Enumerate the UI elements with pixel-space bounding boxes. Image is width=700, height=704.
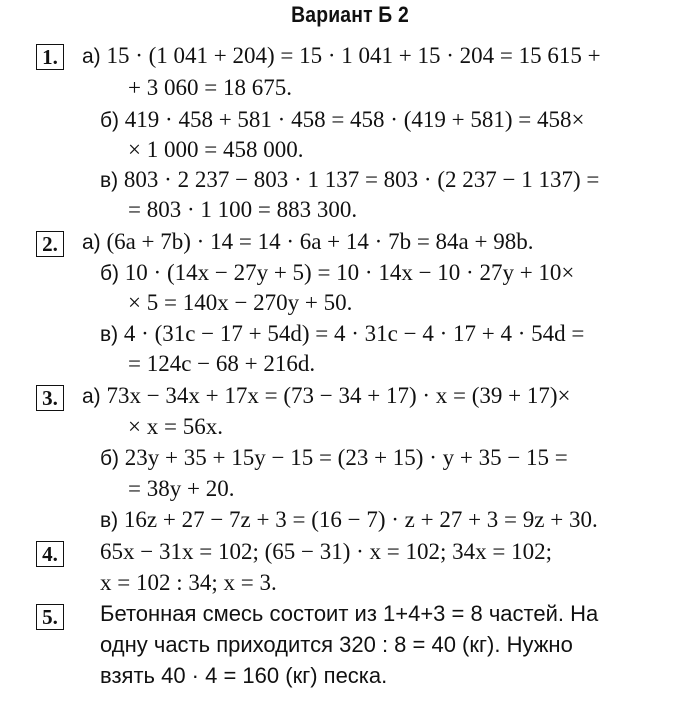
problem-1a-line-2: + 3 060 = 18 675.: [128, 75, 292, 100]
problem-3b-line-1: [100, 444, 568, 473]
problem-number-5: 5.: [36, 604, 64, 630]
problem-2c-line-1: [100, 320, 584, 349]
equation-text: 23y + 35 + 15y − 15 = (23 + 15) · y + 35 − 15 =: [124, 445, 568, 470]
part-label: в): [100, 323, 119, 346]
part-label: б): [100, 447, 120, 470]
equation-text: 803 · 2 237 − 803 · 1 137 = 803 · (2 237 − 1 137) =: [123, 167, 600, 192]
part-label: б): [100, 109, 120, 132]
page-title: Вариант Б 2: [291, 2, 409, 27]
problem-1c-line-1: [100, 166, 599, 195]
equation-text: 15 · (1 041 + 204) = 15 · 1 041 + 15 · 204 = 15 615 +: [106, 43, 601, 68]
problem-2b-line-1: [100, 259, 574, 288]
equation-text: 16z + 27 − 7z + 3 = (16 − 7) · z + 27 + 3 = 9z + 30.: [123, 507, 598, 532]
part-label: а): [82, 385, 101, 408]
problem-3a-line-1: [82, 382, 571, 411]
problem-1a-line-1: [82, 42, 601, 71]
part-label: в): [100, 169, 119, 192]
problem-2b-line-2: × 5 = 140x − 270y + 50.: [128, 290, 353, 315]
problem-3a-line-2: × x = 56x.: [128, 414, 223, 439]
problem-1c-line-2: = 803 · 1 100 = 883 300.: [128, 197, 358, 222]
problem-3b-line-2: = 38y + 20.: [128, 476, 235, 501]
equation-text: 10 · (14x − 27y + 5) = 10 · 14x − 10 · 27y + 10×: [124, 260, 575, 285]
equation-text: (6a + 7b) · 14 = 14 · 6a + 14 · 7b = 84a + 98b.: [106, 229, 534, 254]
part-label: а): [82, 231, 101, 254]
problem-1b-line-1: [100, 106, 584, 135]
problem-5-line-2: одну часть приходится 320 : 8 = 40 (кг). Нужно: [100, 632, 573, 657]
problem-number-4: 4.: [36, 541, 64, 567]
problem-number-3: 3.: [36, 385, 64, 411]
problem-5-line-3: взять 40 · 4 = 160 (кг) песка.: [100, 663, 388, 688]
problem-4-line-2: x = 102 : 34; x = 3.: [100, 570, 277, 595]
problem-number-2: 2.: [36, 231, 64, 257]
equation-text: 419 · 458 + 581 · 458 = 458 · (419 + 581) = 458×: [124, 107, 585, 132]
problem-2a-line-1: [82, 228, 533, 257]
problem-5-line-1: Бетонная смесь состоит из 1+4+3 = 8 частей. На: [100, 601, 599, 626]
part-label: в): [100, 509, 119, 532]
problem-2c-line-2: = 124c − 68 + 216d.: [128, 351, 316, 376]
problem-1b-line-2: × 1 000 = 458 000.: [128, 137, 304, 162]
equation-text: 4 · (31c − 17 + 54d) = 4 · 31c − 4 · 17 + 4 · 54d =: [123, 321, 585, 346]
problem-3c-line-1: [100, 506, 598, 535]
part-label: б): [100, 262, 120, 285]
equation-text: 73x − 34x + 17x = (73 − 34 + 17) · x = (39 + 17)×: [106, 383, 571, 408]
part-label: а): [82, 45, 101, 68]
problem-4-line-1: 65x − 31x = 102; (65 − 31) · x = 102; 34x = 102;: [100, 539, 553, 564]
problem-number-1: 1.: [36, 44, 64, 70]
